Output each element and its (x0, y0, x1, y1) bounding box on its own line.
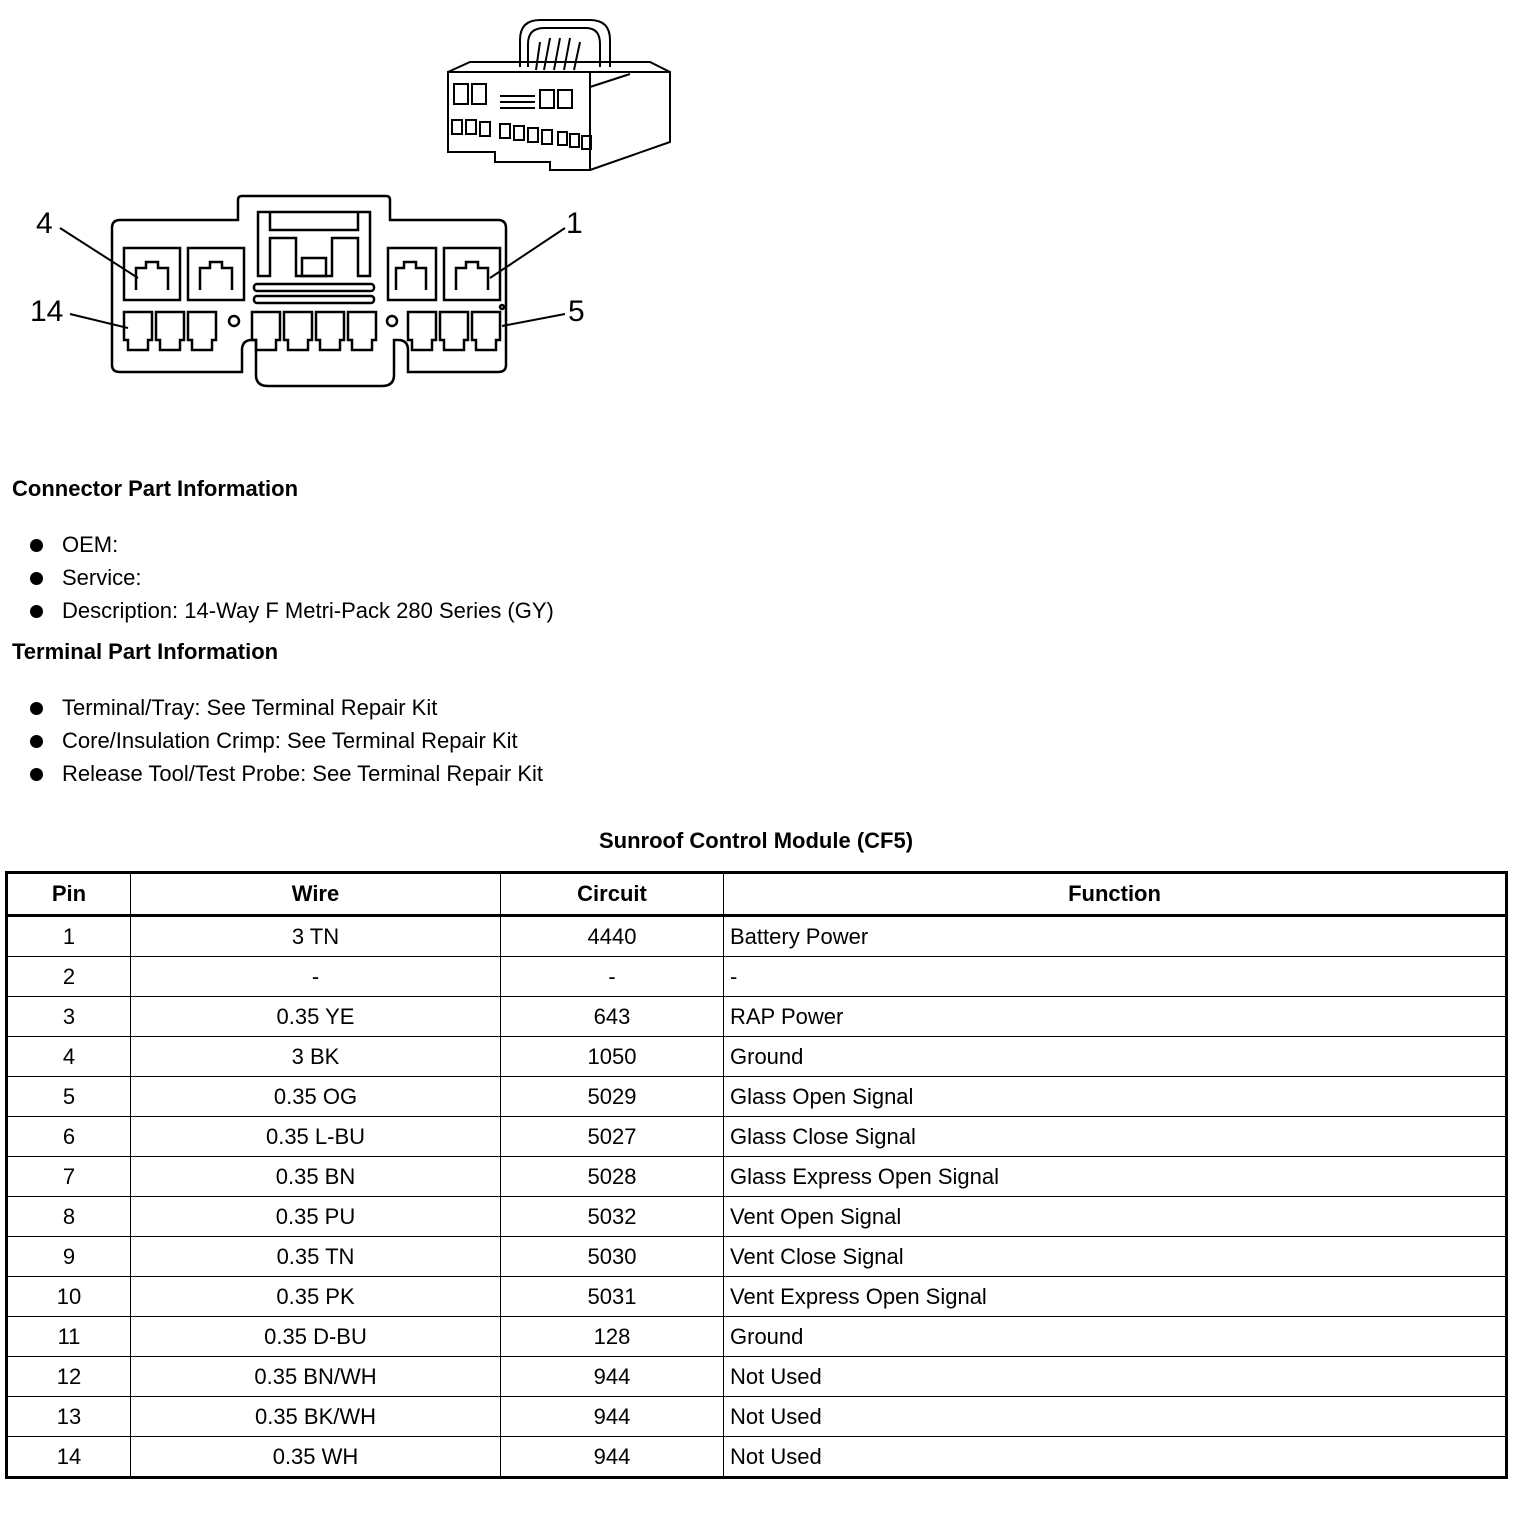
pin-callout-1: 1 (566, 207, 583, 240)
cell-circuit: 5032 (501, 1197, 724, 1237)
connector-info-list (30, 532, 554, 631)
table-row (7, 1437, 1507, 1478)
cell-circuit: 128 (501, 1317, 724, 1357)
terminal-cavity (252, 312, 280, 350)
cell-wire: 0.35 L-BU (131, 1117, 501, 1157)
terminal-cavity (124, 312, 152, 350)
connector-info-item: OEM: (30, 532, 554, 565)
cell-pin: 6 (7, 1117, 131, 1157)
cell-function: Glass Open Signal (724, 1077, 1507, 1117)
table-row (7, 1077, 1507, 1117)
header-pin: Pin (7, 873, 131, 916)
cell-function: Glass Express Open Signal (724, 1157, 1507, 1197)
pin-callout-4: 4 (36, 207, 53, 240)
terminal-info-item: Core/Insulation Crimp: See Terminal Repair Kit (30, 728, 543, 761)
table-header-row (7, 873, 1507, 916)
terminal-cavity (284, 312, 312, 350)
cell-function: Vent Express Open Signal (724, 1277, 1507, 1317)
cell-circuit: 1050 (501, 1037, 724, 1077)
cell-wire: 0.35 OG (131, 1077, 501, 1117)
cell-wire: 0.35 D-BU (131, 1317, 501, 1357)
cell-function: Not Used (724, 1437, 1507, 1478)
cell-function: Ground (724, 1317, 1507, 1357)
cell-pin: 2 (7, 957, 131, 997)
cell-function: Not Used (724, 1357, 1507, 1397)
header-wire: Wire (131, 873, 501, 916)
cell-pin: 3 (7, 997, 131, 1037)
cell-wire: 0.35 YE (131, 997, 501, 1037)
cell-circuit: 5029 (501, 1077, 724, 1117)
table-row (7, 1117, 1507, 1157)
cell-function: Battery Power (724, 916, 1507, 957)
pin-callout-14: 14 (30, 295, 64, 328)
terminal-cavity (440, 312, 468, 350)
table-row (7, 1397, 1507, 1437)
table-row (7, 957, 1507, 997)
terminal-cavity (316, 312, 344, 350)
connector-info-item: Description: 14-Way F Metri-Pack 280 Series (GY) (30, 598, 554, 631)
cell-function: Vent Open Signal (724, 1197, 1507, 1237)
cell-pin: 13 (7, 1397, 131, 1437)
cell-pin: 4 (7, 1037, 131, 1077)
table-row (7, 1237, 1507, 1277)
connector-info-item: Service: (30, 565, 554, 598)
table-row (7, 1317, 1507, 1357)
cell-circuit: 4440 (501, 916, 724, 957)
header-function: Function (724, 873, 1507, 916)
connector-perspective-illustration (440, 12, 680, 177)
header-circuit: Circuit (501, 873, 724, 916)
cell-circuit: 944 (501, 1397, 724, 1437)
terminal-cavity (156, 312, 184, 350)
cell-pin: 10 (7, 1277, 131, 1317)
cell-wire: 0.35 TN (131, 1237, 501, 1277)
cell-pin: 12 (7, 1357, 131, 1397)
cell-function: - (724, 957, 1507, 997)
table-row (7, 1277, 1507, 1317)
cell-function: Ground (724, 1037, 1507, 1077)
cell-circuit: 5027 (501, 1117, 724, 1157)
connector-info-heading: Connector Part Information (12, 476, 299, 501)
cell-wire: 0.35 WH (131, 1437, 501, 1478)
cell-wire: 0.35 PK (131, 1277, 501, 1317)
cell-function: Glass Close Signal (724, 1117, 1507, 1157)
pin-callout-5: 5 (568, 295, 585, 328)
cell-wire: 3 BK (131, 1037, 501, 1077)
cell-wire: - (131, 957, 501, 997)
cell-wire: 0.35 BN/WH (131, 1357, 501, 1397)
table-row (7, 997, 1507, 1037)
terminal-info-heading: Terminal Part Information (12, 639, 279, 664)
cell-function: Not Used (724, 1397, 1507, 1437)
cell-circuit: 5028 (501, 1157, 724, 1197)
cell-wire: 0.35 BN (131, 1157, 501, 1197)
cell-circuit: 944 (501, 1357, 724, 1397)
cell-wire: 3 TN (131, 916, 501, 957)
terminal-info-item: Release Tool/Test Probe: See Terminal Repair Kit (30, 761, 543, 794)
connector-face-view (20, 190, 620, 400)
cell-pin: 8 (7, 1197, 131, 1237)
cell-pin: 9 (7, 1237, 131, 1277)
terminal-cavity (472, 312, 500, 350)
cell-pin: 7 (7, 1157, 131, 1197)
cell-circuit: 944 (501, 1437, 724, 1478)
cell-wire: 0.35 BK/WH (131, 1397, 501, 1437)
table-row (7, 1037, 1507, 1077)
terminal-info-list (30, 695, 543, 794)
cell-wire: 0.35 PU (131, 1197, 501, 1237)
terminal-cavity (348, 312, 376, 350)
cell-circuit: - (501, 957, 724, 997)
pinout-table (5, 871, 1508, 1479)
terminal-cavity (408, 312, 436, 350)
terminal-cavity (188, 312, 216, 350)
cell-pin: 1 (7, 916, 131, 957)
table-row (7, 1157, 1507, 1197)
cell-function: Vent Close Signal (724, 1237, 1507, 1277)
cell-pin: 5 (7, 1077, 131, 1117)
cell-circuit: 643 (501, 997, 724, 1037)
table-row (7, 916, 1507, 957)
cell-circuit: 5030 (501, 1237, 724, 1277)
cell-function: RAP Power (724, 997, 1507, 1037)
cell-pin: 14 (7, 1437, 131, 1478)
terminal-info-item: Terminal/Tray: See Terminal Repair Kit (30, 695, 543, 728)
table-title: Sunroof Control Module (CF5) (598, 828, 914, 853)
table-row (7, 1197, 1507, 1237)
cell-circuit: 5031 (501, 1277, 724, 1317)
cell-pin: 11 (7, 1317, 131, 1357)
table-row (7, 1357, 1507, 1397)
